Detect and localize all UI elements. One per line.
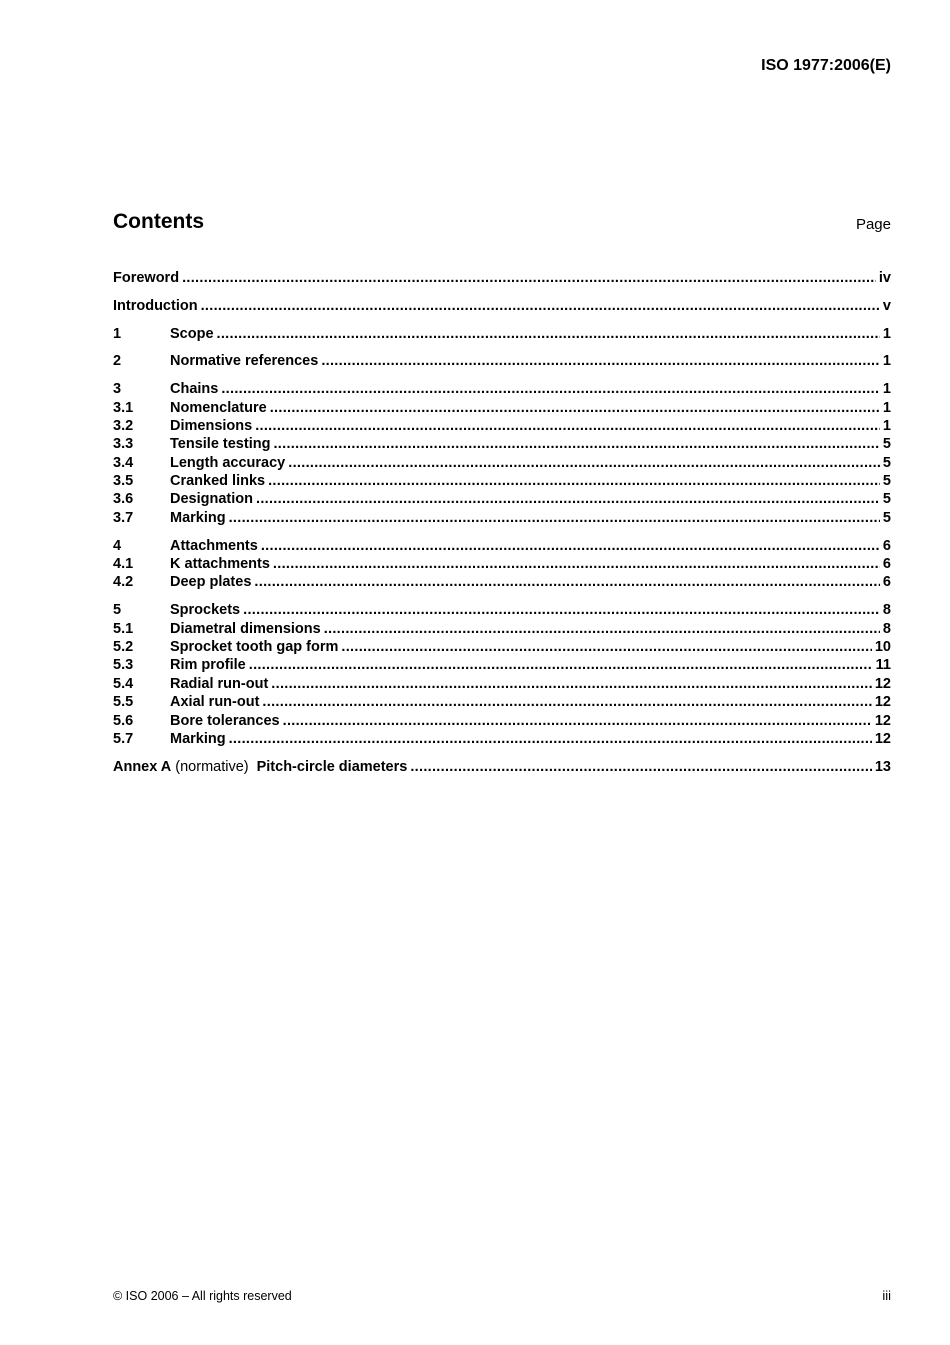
toc-entry-number: 3.2	[113, 417, 134, 434]
toc-entry-title: Normative references	[170, 353, 319, 370]
toc-entry-normative-references[interactable]	[113, 352, 891, 370]
toc-entry-number: 3.3	[113, 436, 134, 453]
leader-dots	[229, 509, 880, 527]
contents-heading: Contents	[113, 210, 204, 233]
toc-entry-page: 12	[874, 675, 891, 692]
toc-entry-page: 12	[874, 694, 891, 711]
toc-entry-title: Axial run-out	[170, 694, 260, 711]
page-number: iii	[882, 1288, 891, 1303]
toc-entry-page: 5	[882, 436, 891, 453]
toc-entry-introduction[interactable]	[113, 297, 891, 315]
toc-entry-annex-a[interactable]	[113, 758, 891, 776]
toc-entry-page: 10	[874, 638, 891, 655]
toc-entry-diametral-dimensions[interactable]	[113, 620, 891, 638]
toc-entry-number: 5.7	[113, 730, 134, 747]
toc-entry-title: Tensile testing	[170, 436, 271, 453]
toc-entry-number: 5	[113, 602, 122, 619]
toc-entry-page: 13	[874, 758, 891, 775]
toc-entry-dimensions[interactable]	[113, 417, 891, 435]
toc-entry-page: 5	[882, 491, 891, 508]
toc-entry-title: Sprockets	[170, 602, 241, 619]
toc-entry-title: Diametral dimensions	[170, 620, 321, 637]
toc-entry-number: 1	[113, 325, 122, 342]
toc-entry-sprockets[interactable]	[113, 601, 891, 619]
toc-entry-number: 3.7	[113, 509, 134, 526]
toc-entry-title: Length accuracy	[170, 454, 286, 471]
leader-dots	[217, 325, 880, 343]
toc-entry-designation[interactable]	[113, 490, 891, 508]
leader-dots	[255, 417, 880, 435]
toc-entry-title: Dimensions	[170, 417, 253, 434]
toc-entry-sprocket-tooth-gap-form[interactable]	[113, 638, 891, 656]
toc-entry-number: 4.2	[113, 574, 134, 591]
toc-entry-number: 4	[113, 537, 122, 554]
toc-entry-rim-profile[interactable]	[113, 656, 891, 674]
toc-entry-title: Cranked links	[170, 473, 266, 490]
toc-entry-nomenclature[interactable]	[113, 399, 891, 417]
toc-entry-page: 1	[882, 399, 891, 416]
toc-entry-title: Chains	[170, 381, 219, 398]
toc-entry-length-accuracy[interactable]	[113, 454, 891, 472]
toc-entry-number: 5.4	[113, 675, 134, 692]
toc-entry-page: 12	[874, 730, 891, 747]
copyright-notice: © ISO 2006 – All rights reserved	[113, 1289, 292, 1303]
leader-dots	[261, 537, 880, 555]
toc-entry-radial-run-out[interactable]	[113, 675, 891, 693]
toc-entry-page: 1	[882, 381, 891, 398]
leader-dots	[341, 638, 871, 656]
leader-dots	[229, 730, 872, 748]
toc-entry-number: 3.1	[113, 399, 134, 416]
leader-dots	[283, 712, 872, 730]
leader-dots	[221, 380, 880, 398]
leader-dots	[324, 620, 880, 638]
leader-dots	[273, 435, 879, 453]
toc-entry-title: Bore tolerances	[170, 712, 280, 729]
leader-dots	[321, 352, 880, 370]
toc-entry-title: Introduction	[113, 297, 198, 314]
toc-entry-scope[interactable]	[113, 325, 891, 343]
leader-dots	[268, 472, 880, 490]
toc-entry-page: 6	[882, 537, 891, 554]
leader-dots	[243, 601, 880, 619]
toc-entry-page: 5	[882, 509, 891, 526]
annex-note: (normative)	[175, 758, 249, 775]
leader-dots	[410, 758, 872, 776]
toc-entry-cranked-links[interactable]	[113, 472, 891, 490]
toc-entry-page: 12	[874, 712, 891, 729]
leader-dots	[249, 656, 873, 674]
document-id: ISO 1977:2006(E)	[761, 57, 891, 74]
toc-entry-title: Attachments	[170, 537, 258, 554]
toc-entry-number: 2	[113, 353, 122, 370]
annex-title: Pitch-circle diameters	[256, 758, 408, 775]
toc-entry-axial-run-out[interactable]	[113, 693, 891, 711]
toc-entry-page: iv	[878, 270, 891, 286]
leader-dots	[201, 297, 880, 315]
leader-dots	[271, 675, 872, 693]
leader-dots	[270, 399, 880, 417]
leader-dots	[182, 269, 876, 287]
toc-entry-number: 5.3	[113, 657, 134, 674]
annex-label: Annex A	[113, 758, 172, 775]
toc-entry-page: 5	[882, 473, 891, 490]
toc-entry-marking[interactable]	[113, 509, 891, 527]
toc-entry-page: 1	[882, 353, 891, 370]
toc-entry-title: Designation	[170, 491, 253, 508]
toc-entry-page: 8	[882, 602, 891, 619]
toc-entry-number: 3.5	[113, 473, 134, 490]
leader-dots	[273, 555, 880, 573]
toc-entry-number: 5.5	[113, 694, 134, 711]
toc-entry-number: 5.6	[113, 712, 134, 729]
toc-entry-title: Foreword	[113, 270, 180, 286]
toc-entry-number: 3.6	[113, 491, 134, 508]
toc-entry-foreword[interactable]	[113, 269, 891, 287]
toc-entry-tensile-testing[interactable]	[113, 435, 891, 453]
toc-entry-number: 3.4	[113, 454, 134, 471]
toc-entry-page: v	[882, 297, 891, 314]
toc-entry-page: 5	[882, 454, 891, 471]
toc-entry-number: 4.1	[113, 556, 134, 573]
toc-entry-title: Sprocket tooth gap form	[170, 638, 339, 655]
page-column-label: Page	[855, 216, 891, 233]
toc-entry-title: Scope	[170, 325, 214, 342]
toc-entry-title: Radial run-out	[170, 675, 269, 692]
toc-entry-title: Marking	[170, 730, 226, 747]
toc-entry-page: 11	[875, 657, 891, 674]
toc-entry-number: 5.2	[113, 638, 134, 655]
toc-entry-k-attachments[interactable]	[113, 555, 891, 573]
toc-entry-title: K attachments	[170, 556, 270, 573]
leader-dots	[256, 490, 880, 508]
toc-entry-attachments[interactable]	[113, 537, 891, 555]
leader-dots	[262, 693, 871, 711]
toc-entry-title: Rim profile	[170, 657, 246, 674]
toc-entry-page: 8	[882, 620, 891, 637]
toc-entry-title: Deep plates	[170, 574, 252, 591]
toc-entry-bore-tolerances[interactable]	[113, 712, 891, 730]
leader-dots	[288, 454, 880, 472]
toc-entry-number: 3	[113, 381, 122, 398]
toc-entry-chains[interactable]	[113, 380, 891, 398]
toc-entry-sprocket-marking[interactable]	[113, 730, 891, 748]
leader-dots	[254, 573, 880, 591]
toc-entry-page: 6	[882, 556, 891, 573]
toc-entry-page: 6	[882, 574, 891, 591]
toc-entry-title: Marking	[170, 509, 226, 526]
toc-entry-page: 1	[882, 417, 891, 434]
table-of-contents	[113, 269, 891, 776]
toc-entry-title: Nomenclature	[170, 399, 267, 416]
toc-entry-number: 5.1	[113, 620, 134, 637]
toc-entry-deep-plates[interactable]	[113, 573, 891, 591]
toc-entry-page: 1	[882, 325, 891, 342]
